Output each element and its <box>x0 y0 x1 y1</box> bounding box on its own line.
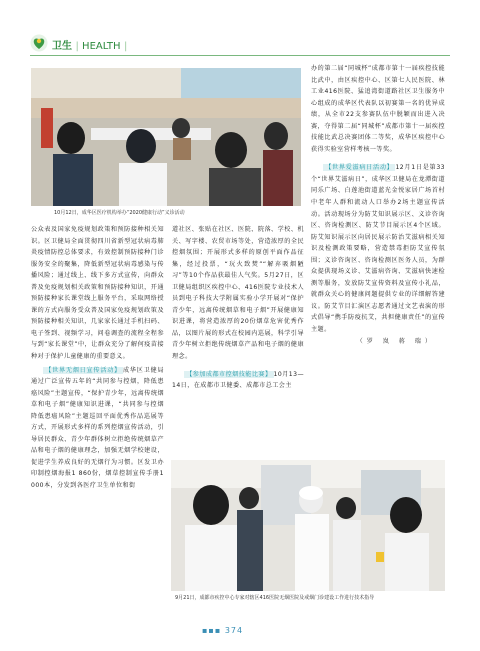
right-paragraph-4: 12月1日是第33个“世界艾滋病日”，成华区卫健局在龙潭街道同乐广场、白莲池街道蓝光金悦家居广场首村中老年人群和流动人口举办2场主题宣传活动。活动现场分为防艾知识展示区、义诊咨询区、咨询检测区、防艾节目展示区4个区域。防艾知识展示区向居民展示防治艾滋病相关知识及检测政策要略，营造禁毒拒防艾宣传氛围；义诊咨询区、咨询检测区医务人员，为群众提供现场义诊、艾滋病咨询、艾滋病快速检测等服务，发放防艾宣传资料及宣传小礼品，就群众关心的健康问题提供专业的详细解答建议。防艾节目汇演区志愿者通过文艺表演的形式倡导“携手防疫抗艾，共担健康责任”的宣传主题。 <box>311 164 446 334</box>
tobacco-skills-heading: 【参加成都市控烟技能比赛】 <box>186 370 272 378</box>
right-paragraph-1: 办的第二届“同城杯”成都市第十一届疾控技能比武中，由区疾控中心、区第七人民医院、林工业416医院、猛追湾街道路社区卫生服务中心组成的成华区代表队以初赛第一名的优异成绩，从全市22支参赛队伍中脱颖而出进入决赛，夺得第二届“同城杯”成都市第十一届疾控技能比武总决赛团体二等奖，成华区疾控中心获得实验室营样考核一等奖。 <box>311 65 445 153</box>
photo1-caption: 10月12日，成华区医疗机构举办“2020健康行动”义诊活动 <box>54 210 185 216</box>
left-paragraph-1: 公众表及国家免疫规划政策和预防接种相关知识。区卫健局全面贯彻四川省新型冠状病毒肺炎疫情防控总体要求，有效控制预防接种门诊服务安全的聚集，降低新型冠状病毒感染与传播风险；通过线上、线下多方式宣传，向群众普及免疫规划相关政策和预防接种知识，开通预防接种家长课堂线上服务平台，采取网络授课的方式向服务受众普及国家免疫规划政策及预防接种相关知识，几家家长通过手机扫码、电子签到、视频学习，问卷调查的流程全程参与到“家长课堂”中，让群众充分了解何疫苗接种对于保护儿童健康的重要意义。 <box>31 226 164 361</box>
right-column <box>311 63 445 347</box>
middle-paragraph-1: 道社区、张贴在社区、医院、院落、学校、机关、写字楼、农贸市场等处，营造浓厚的全民控烟氛围；开展形式多样的原创平面作品征集，经过投票，“玩火致焚”“解弃吸烟陋习”等10个作品获最佳人气奖。5月27日，区卫健局组织区疾控中心、416医院专业技术人员到电子科技大学附属实验小学开展对“保护青少年，远离传统烟草和电子烟”开展健康知识进课，将营造浓厚的20份烟草危害优秀作品，以图片展的形式在校园内巡展，科学引导青少年树立拒绝传统烟草产品和电子烟的健康理念。 <box>172 226 304 361</box>
section-title: 卫生 | HEALTH | <box>52 41 128 52</box>
page-number: ▪▪▪ 374 <box>202 626 244 635</box>
left-column <box>31 224 164 492</box>
middle-column <box>172 224 304 392</box>
header-divider <box>30 55 450 56</box>
left-paragraph-2: 成华区卫健局通过广泛宣传五年的“共同参与控烟，降低患癌风险”主题宣传，“保护青少年，远离传统烟草和电子烟”健康知识进课，“共同参与控烟 降低患癌风险”主题巡回平面优秀作品巡展等方式，开展形式多样的系列控烟宣传活动，引导居民群众、青少年群体树立拒绝传统烟草产品和电子烟的健康理念，加强无烟学校建设，促进学生养成良好的无烟行为习惯。区发卫办印制控烟海报1 860份，烟草控制宣传手册1 000本，分发到各医疗卫生单位和街 <box>31 366 165 490</box>
middle-paragraph-3: 10月13—14日，在成都市卫健委、成都市总工会主 <box>172 370 304 390</box>
smoke-free-day-heading: 【世界无烟日宣传活动】 <box>45 366 121 374</box>
photo2-caption: 9月21日，成都市疾控中心专家对辖区416医院无烟医院及戒烟门诊建设工作进行技术指导 <box>175 595 375 601</box>
aids-day-heading: 【世界爱滋病日活动】 <box>325 164 394 172</box>
author-line: （罗 岚 蒋 瑞） <box>356 337 435 345</box>
clinic-event-photo <box>31 68 301 206</box>
page-header <box>30 34 450 56</box>
health-logo-icon <box>30 34 48 52</box>
section-label-en: HEALTH <box>82 41 121 52</box>
hospital-inspection-photo <box>171 460 445 591</box>
section-label: 卫生 <box>52 41 72 52</box>
page-number-value: 374 <box>224 626 244 635</box>
